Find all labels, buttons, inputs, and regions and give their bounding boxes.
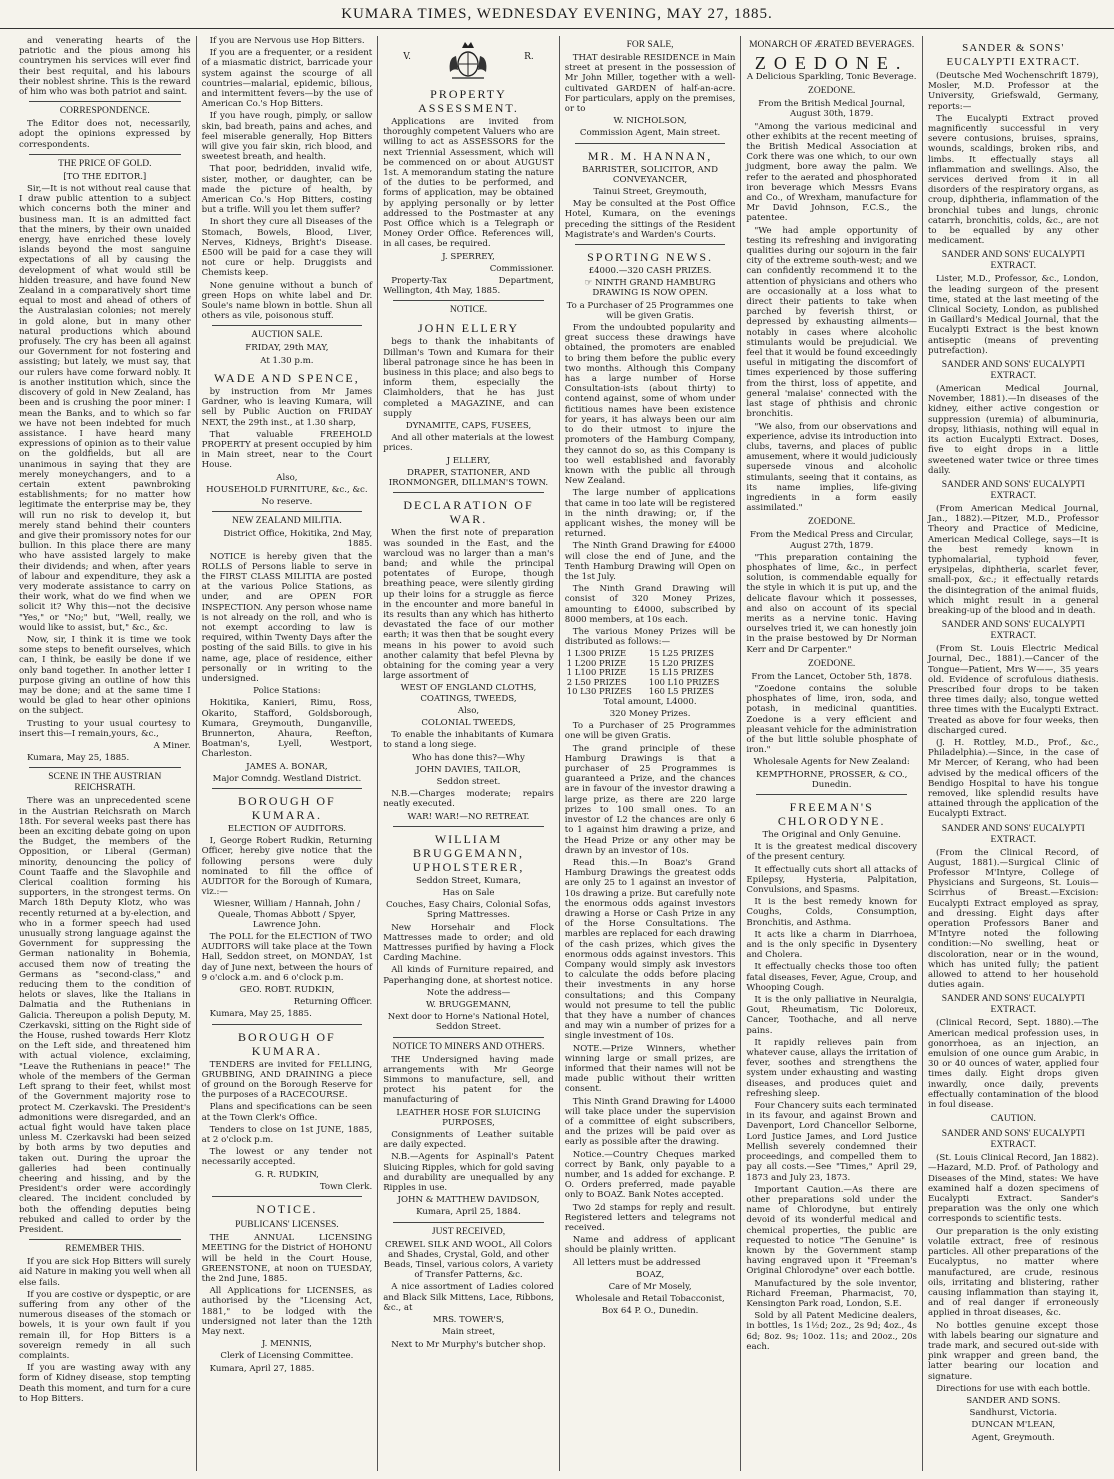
masthead: KUMARA TIMES, WEDNESDAY EVENING, MAY 27, 1885. <box>0 0 1114 29</box>
sander-paragraph: The Eucalypti Extract proved magnificently successful in very severe contusions, bruises, sprains, wounds, scaldings, broken ribs, and limbs. It effectually stays all inflammation and swellings. Also, the services derived from it in all disorders of the respiratory organs, as croup, diphtheria, inflammation of the bronchial tubes and lungs, chronic catarrh, bronchitis, colds, &c., are not to be equalled by any other medicament. <box>927 113 1099 247</box>
sporting-heading: SPORTING NEWS. <box>587 250 714 265</box>
sporting-total: Total amount, L4000. <box>603 696 697 707</box>
sporting-paragraph: NOTE.—Prize Winners, whether winning large or small prizes, are informed that their names will not be made public without their written consent. <box>564 1043 736 1095</box>
war-nb: N.B.—Charges moderate; repairs neatly executed. <box>383 789 554 810</box>
war-paragraph: When the first note of preparation was sounded in the East, and the warcloud was no larger than a man's band; and while the principal potentates of Europe, though breathing peace, were silently girding up their loins for a struggle as fierce in the encounter and more baneful in its results than any which has hitherto devastated the face of our mother earth; it was then that be sought every means in his power to avoid such another calamity that befel Plevna by obtaining for the coming year a very large assortment of <box>383 528 554 682</box>
militia-paragraph: NOTICE is hereby given that the ROLLS of Persons liable to serve in the FIRST CLASS MILITIA are posted at the various Police Stations, as under, and are OPEN FOR INSPECTION. Any person whose name is not already on the roll, and who is not exempt according to law is required, within Twenty Days after the posting of the said Bills. to give in his name, age, place of residence, either personally or in writing to the undersigned. <box>201 551 373 684</box>
prize-cell: 160 L5 PRIZES <box>648 686 715 697</box>
sander-paragraph: Directions for use with each bottle. <box>936 1383 1091 1394</box>
publicans-role: Clerk of Licensing Committee. <box>220 1351 354 1362</box>
zoedone-paragraph: "Zoedone contains the soluble phosphates of lime, iron, soda, and potash, in medicinal quantities. Zoedone is a very efficient and pleasant vehicle for the administration of the but little soluble phosphate of iron." <box>746 683 917 756</box>
correspondence-heading: CORRESPONDENCE. <box>59 106 150 117</box>
crewel-signature: MRS. TOWER'S, <box>432 1315 505 1326</box>
prize-cell: 2 L50 PRIZES <box>566 676 627 687</box>
sander-location: Sandhurst, Victoria. <box>969 1408 1058 1419</box>
sporting-total: 320 Money Prizes. <box>609 709 691 720</box>
pointing-hand-icon: ☞ <box>584 278 596 289</box>
publicans-signature: J. MENNIS, <box>261 1339 312 1350</box>
monarch-heading: MONARCH OF ÆRATED BEVERAGES. <box>749 40 915 50</box>
divider <box>393 826 544 827</box>
zoedone-heading: ZOEDONE. <box>808 517 856 528</box>
ellery-paragraph: begs to thank the inhabitants of Dillman's Town and Kumara for their liberal patronage since he has been in business in this place; and also begs to inform them, especially the Claimholders, that he has just completed a MAGAZINE, and can supply <box>383 337 554 419</box>
crest-letter-r: R. <box>524 52 534 62</box>
sporting-paragraph: The grand principle of these Hamburg Drawings is that a purchaser of 25 Programmes is guaranteed a Prize, and the chances are in favour of the investor drawing a large prize, as there are 220 large prizes to 100 small ones. To an investor of L2 the chances are only 6 to 1 against him drawing a prize, and the Head Prize or any other may be drawn by an investor of 10s. <box>564 743 736 856</box>
remember-heading: REMEMBER THIS. <box>65 1244 145 1255</box>
remember-paragraph: If you are sick Hop Bitters will surely aid Nature in making you well when all else fails. <box>19 1257 191 1288</box>
sporting-paragraph: All letters must be addressed <box>572 1257 701 1268</box>
property-heading: PROPERTY ASSESSMENT. <box>418 87 519 115</box>
hop-paragraph: That poor, bedridden, invalid wife, sister, mother, or daughter, can be made the picture of health, by American Co.'s Hop Bitters, costing but a trifle. Will you let them suffer? <box>201 164 373 216</box>
militia-heading: NEW ZEALAND MILITIA. <box>231 516 342 527</box>
sale-role: Commission Agent, Main street. <box>579 128 721 139</box>
miners-heading: NOTICE TO MINERS AND OTHERS. <box>392 1041 545 1052</box>
sporting-cash: £4000.—320 CASH PRIZES. <box>588 266 712 277</box>
crest-letter-v: V. <box>403 52 411 62</box>
divider <box>393 492 544 493</box>
sporting-signature: BOAZ, <box>635 1269 665 1280</box>
zoedone-heading: ZOEDONE. <box>808 86 856 97</box>
divider <box>393 300 544 301</box>
police-heading: Police Stations: <box>253 686 321 697</box>
borough-role: Town Clerk. <box>319 1181 373 1192</box>
zoedone-source: From the British Medical Journal, August 30th, 1879. <box>758 99 906 120</box>
bruggemann-note: Note the address— <box>426 987 511 998</box>
notice-heading: NOTICE. <box>256 1202 318 1217</box>
freeman-paragraph: It is the greatest medical discovery of the present century. <box>746 842 917 863</box>
freeman-paragraph: It effectually checks those too often fatal diseases, Fever, Ague, Croup, and Whooping Cough. <box>746 962 917 993</box>
hannan-heading: MR. M. HANNAN, <box>587 148 713 163</box>
wade-also: Also, <box>276 472 298 483</box>
freeman-paragraph: Sold by all Patent Medicine dealers, in bottles, 1s 1½d; 2oz., 2s 9d; 4oz., 4s 6d; 8oz. 9s; 10oz. 11s; and 20oz., 20s each. <box>746 1311 917 1352</box>
zoedone-heading: ZOEDONE. <box>808 658 856 669</box>
sander-heading: SANDER AND SONS' EUCALYPTI EXTRACT. <box>941 1129 1085 1151</box>
sporting-box: Box 64 P. O., Dunedin. <box>601 1306 699 1317</box>
column-5 <box>740 36 922 1471</box>
sander-paragraph: (From the Clinical Record, of August, 1881).—Surgical Clinic of Professor M'Intyre, College of Physicians and Surgeons, St. Louis—Scirrhus of Breast.—Excision: Eucalypti Extract employed as spray, and dressing. Eight days after operation Professors Baner and M'Intyre noted the following condition:—No swelling, heat or discoloration, near or in the wound, which has united fully; the patient allowed to attend to her household duties again. <box>927 847 1099 991</box>
bruggemann-heading: WILLIAM BRUGGEMANN, UPHOLSTERER, <box>412 831 525 874</box>
ellery-signature: J ELLERY, <box>446 455 491 466</box>
auction-heading: AUCTION SALE. <box>251 330 323 341</box>
freeman-heading: FREEMAN'S CHLORODYNE. <box>777 800 886 828</box>
notice-heading: NOTICE. <box>449 305 488 316</box>
borough-signature: GEO. ROBT. RUDKIN, <box>239 985 335 996</box>
zoedone-paragraph: "We also, from our observations and experience, advise its introduction into clubs, taverns, and places of public amusement, where it would judiciously supersede vinous and alcoholic stimulants, seeing that it contains, as its name implies, life-giving ingredients in a form easily assimilated." <box>746 421 917 514</box>
sander-paragraph: (American Medical Journal, November, 1881).—In diseases of the kidney, either active congestion or suppression (uremia) of albuminuria, dropsy, lithiasis, nothing will equal in its action Eucalypti Extract. Doses, five to eight drops in a little sweetened water twice or three times daily. <box>927 384 1099 476</box>
zoedone-tagline: A Delicious Sparkling, Tonic Beverage. <box>746 72 917 82</box>
article-intro: and venerating hearts of the patriotic and the pious among his countrymen his services will ever find their best requital, and his labours their noblest shrine. This is the reward of him who was both patriot and saint. <box>19 36 191 98</box>
divider <box>393 1037 544 1038</box>
militia-signature: JAMES A. BONAR, <box>246 761 328 772</box>
sporting-paragraph: Name and address of applicant should be plainly written. <box>564 1235 736 1256</box>
sander-heading: SANDER AND SONS' EUCALYPTI EXTRACT. <box>941 479 1085 501</box>
gold-date: Kumara, May 25, 1885. <box>27 753 130 764</box>
zoedone-source: From the Medical Press and Circular, August 27th, 1879. <box>749 530 914 551</box>
caution-heading: CAUTION. <box>990 1114 1036 1125</box>
divider <box>29 767 181 768</box>
bruggemann-paragraph: New Horsehair and Flock Mattresses made to order; and old Mattresses purified by having a Flock Carding Machine. <box>383 922 554 964</box>
remember-paragraph: If you are costive or dyspeptic, or are suffering from any other of the numerous diseases of the stomach or bowels, it is your own fault if you remain ill, for Hop Bitters is a sovereign remedy in all such complaints. <box>19 1289 191 1361</box>
hannan-paragraph: May be consulted at the Post Office Hotel, Kumara, on the evenings preceding the sittings of the Resident Magistrate's and Warden's Courts. <box>564 199 736 240</box>
crewel-paragraph: A nice assortment of Ladies colored and Black Silk Mittens, Lace, Ribbons, &c., at <box>383 1282 554 1313</box>
sporting-paragraph: To a Purchaser of 25 Programmes one will be given Gratis. <box>566 300 734 321</box>
sale-signature: W. NICHOLSON, <box>613 116 687 127</box>
hop-paragraph: If you are Nervous use Hop Bitters. <box>209 36 365 46</box>
miners-date: Kumara, April 25, 1884. <box>416 1207 521 1218</box>
agent-name: DUNCAN M'LEAN, <box>971 1420 1056 1431</box>
militia-role: Major Comndg. Westland District. <box>212 773 362 784</box>
war-heading: DECLARATION OF WAR. <box>403 498 534 527</box>
borough-heading: BOROUGH OF KUMARA. <box>238 794 336 822</box>
publicans-paragraph: THE ANNUAL LICENSING MEETING for the District of HOHONU will be held in the Court House, GREENSTONE, at noon on TUESDAY, the 2nd June, 1885. <box>201 1233 373 1284</box>
sporting-paragraph: Notice.—Country Cheques marked correct by Bank, only payable to a number, and 1s added for exchange. P. O. Orders preferred, made payable only to BOAZ. Bank Notes accepted. <box>564 1149 736 1201</box>
hop-paragraph: If you have rough, pimply, or sallow skin, bad breath, pains and aches, and feel miserable generally, Hop Bitters will give you fair skin, rich blood, and sweetest breath, and health. <box>201 111 373 163</box>
freeman-paragraph: It effectually cuts short all attacks of Epilepsy, Hysteria, Palpitation, Convulsions, and Spasms. <box>746 864 917 896</box>
ellery-paragraph: And all other materials at the lowest prices. <box>383 433 554 454</box>
ellery-role: DRAPER, STATIONER, AND IRONMONGER, DILLMAN'S TOWN. <box>388 467 549 489</box>
zoedone-title: ZOEDONE. <box>754 53 909 73</box>
prize-cell: 100 L10 PRIZES <box>648 676 720 687</box>
wade-reserve: No reserve. <box>261 496 313 507</box>
scene-paragraph: There was an unprecedented scene in the Austrian Reichsrath on March 18th. For several weeks past there has been an exciting debate going on upon the Budget, the members of the Opposition, or Liberal (German) minority, denouncing the policy of Count Taaffe and the Slavophile and Clerical coalition forming his supporters, in the strongest terms. On March 18th Deputy Klotz, who was recently returned at a by-election, and who in a former speech had used unusually strong language against the Government for suppressing the German nationality in Bohemia, accused them now of treating the Germans as "second-class," and reducing them to the condition of helots or slaves, like the Italians in Dalmatia and the Ruthenians in Galicia. Thereupon a polish Deputy, M. Czerkavski, sitting on the Right side of the House, rushed towards Herr Klotz on the Left side, and threatened him with actual violence, exclaiming, "Leave the Ruthenians in peace!" The whole of the members of the German Left sprang to their feet, whilst most of the Government majority rose to protect M. Czerkavski. The President's admonitions were disregarded, and an actual fight would have taken place unless M. Czerkavski had been seized by both arms by two deputies and taken out. During the uproar the galleries had been continually cheering and hissing, and by the President's order were accordingly cleared. The incident concluded by both the offending deputies being rebuked and called to order by the President. <box>19 796 191 1235</box>
divider <box>393 1222 544 1223</box>
borough-paragraph: TENDERS are invited for FELLING, GRUBBING, AND DRAINING a piece of ground on the Borough Reserve for the purposes of a RACECOURSE. <box>201 1059 373 1101</box>
sander-signature: SANDER AND SONS. <box>966 1395 1061 1406</box>
bruggemann-address: Next door to Horne's National Hotel, Seddon Street. <box>387 1012 550 1033</box>
gold-subheading: [TO THE EDITOR.] <box>63 171 147 182</box>
borough-names: Wiesner, William / Hannah, John / Queale, Thomas Abbott / Spyer, Lawrence John. <box>213 899 361 930</box>
zoedone-agents: KEMPTHORNE, PROSSER, & CO., Dunedin. <box>755 769 908 790</box>
borough-date: Kumara, May 25, 1885. <box>209 1009 312 1020</box>
sander-paragraph: (Clinical Record, Sept. 1880).—The American medical profession uses, in gonorrhoea, as an injection, an emulsion of one ounce gum Arabic, in 30 or 40 ounces of water, applied four times daily. Eight drops given inwardly, once daily, prevents effectually contamination of the blood in foul disease. <box>927 1018 1099 1111</box>
divider <box>29 101 181 102</box>
freeman-paragraph: It rapidly relieves pain from whatever cause, allays the irritation of fever, soothes and strengthens the system under exhausting and wasting diseases, and produces quiet and refreshing sleep. <box>746 1037 917 1099</box>
divider <box>212 511 363 512</box>
freeman-subheading: The Original and Only Genuine. <box>762 830 901 840</box>
zoedone-paragraph: "Among the various medicinal and other exhibits at the recent meeting of the British Medical Association at Cork there was one which, to our own judgment, bore away the palm. We refer to the aerated and phosphorated iron beverage which Messrs Evans and Co., of Wrexham, manufacture for Mr David Johnson, F.C.S., the patentee. <box>746 121 917 224</box>
borough-heading: BOROUGH OF KUMARA. <box>238 1029 336 1058</box>
column-3 <box>377 36 559 1471</box>
freeman-paragraph: It is the only palliative in Neuralgia, Gout, Rheumatism, Tic Doloreux, Cancer, Toothache, and all nerve pains. <box>746 995 917 1036</box>
crewel-paragraph: CREWEL SILK AND WOOL, All Colors and Shades, Crystal, Gold, and other Beads, Tinsel, various colors, A variety of Transfer Patterns, &c. <box>383 1239 554 1281</box>
divider <box>575 143 726 144</box>
wade-item: That valuable FREEHOLD PROPERTY at present occupied by him in Main street, near to the Court House. <box>201 429 373 471</box>
sander-paragraph: (St. Louis Clinical Record, Jan 1882).—Hazard, M.D. Prof. of Pathology and Diseases of the Mind, states: We have examined half a dozen specimens of Eucalypti Extract. Sander's preparation was the only one which corresponds to scientific tests. <box>927 1153 1099 1225</box>
hop-paragraph: In short they cure all Diseases of the Stomach, Bowels, Blood, Liver, Nerves, Kidneys, Bright's Disease. £500 will be paid for a case they will not cure or help. Druggists and Chemists keep. <box>201 217 373 279</box>
divider <box>575 244 726 245</box>
bruggemann-hason: Has on Sale <box>442 887 495 898</box>
prize-row <box>565 687 736 697</box>
sander-paragraph: No bottles genuine except those with labels bearing our signature and trade mark, and secured out-side with pink wrapper and green band, the latter bearing our location and signature. <box>927 1320 1099 1382</box>
freeman-paragraph: Important Caution.—As there are other preparations sold under the name of Chlorodyne, but entirely devoid of its wonderful medical and chemical properties, the public are requested to notice "The Genuine" is known by the Government stamp having engraved upon it "Freeman's Original Chlorodyne" over each bottle. <box>746 1184 917 1277</box>
war-also: Also, <box>457 705 480 716</box>
publicans-heading: PUBLICANS' LICENSES. <box>235 1220 339 1231</box>
war-paragraph: To enable the inhabitants of Kumara to stand a long siege. <box>383 730 554 751</box>
war-goods: COLONIAL TWEEDS, <box>421 717 516 728</box>
gold-signature: A Miner. <box>153 741 191 751</box>
sander-heading: SANDER AND SONS' EUCALYPTI EXTRACT. <box>941 250 1085 272</box>
divider <box>212 788 363 789</box>
prize-cell: 1 L200 PRIZE <box>566 657 627 668</box>
auction-date: FRIDAY, 29th MAY, <box>245 343 329 354</box>
miners-nb: N.B.—Agents for Aspinall's Patent Sluicing Ripples, which for gold saving and durability are unequalled by any Ripples in use. <box>383 1152 554 1194</box>
crewel-heading: JUST RECEIVED, <box>431 1226 506 1237</box>
prize-cell: 10 L30 PRIZES <box>566 686 632 697</box>
agent-location: Agent, Greymouth. <box>971 1432 1055 1443</box>
prize-cell: 1 L300 PRIZE <box>566 648 627 659</box>
sander-paragraph: (From St. Louis Electric Medical Journal, Dec., 1881).—Cancer of the Tongue—Patient, Mrs W——, 35 years old. Evidence of scrofulous diathesis. Prescribed four drops to be taken three times daily; also, tongue wetted three times with the Eucalypti Extract. Treated as above for four weeks, then discharged cured. <box>927 644 1099 736</box>
sale-paragraph: THAT desirable RESIDENCE in Main street at present in the possession of Mr John Miller, together with a well-cultivated GARDEN of half-an-acre. For particulars, apply on the premises, or to <box>564 53 736 115</box>
sporting-paragraph: Read this.—In Boaz's Grand Hamburg Drawings the greatest odds are only 25 to 1 against an investor of 10s drawing a prize. But carefully note the enormous odds against investors drawing a Horse or Cash Prize in any of the Horse Consultations. The marbles are replaced for each drawing of the cash prizes, which gives the enormous odds against investors. This Company would simply ask investors to calculate the odds before placing their investments in any horse consultations; and this Company would not presume to tell the public that they have a number of chances and may win a number of prizes for a single investment of 10s. <box>564 857 736 1042</box>
prize-cell: 15 L25 PRIZES <box>648 648 715 659</box>
sporting-ninth <box>565 278 736 298</box>
crewel-address: Next to Mr Murphy's butcher shop. <box>391 1339 546 1350</box>
police-list: Hokitika, Kanieri, Rimu, Ross, Okarito, Stafford, Goldsborough, Kumara, Greymouth, Dunganville, Brunnerton, Ahaura, Reefton, Boatman's, Lyell, Westport, Charleston. <box>201 698 373 760</box>
hop-paragraph: If you are a frequenter, or a resident of a miasmatic district, barricade your system against the scourge of all countries—malarial, epidemic, bilious, and intermittent fevers—by the use of American Co.'s Hop Bitters. <box>201 48 373 110</box>
prize-cell: 1 L100 PRIZE <box>566 667 627 678</box>
hannan-address: Tainui Street, Greymouth, <box>593 187 707 198</box>
prize-cell: 15 L20 PRIZES <box>648 657 715 668</box>
sporting-paragraph: The Ninth Grand Drawing will consist of 320 Money Prizes, amounting to £4000, subscribed by 8000 members, at 10s each. <box>564 584 736 625</box>
property-department: Property-Tax Department, Wellington, 4th May, 1885. <box>383 276 554 297</box>
sporting-care: Care of Mr Mosely, <box>608 1282 692 1293</box>
borough-subheading: ELECTION OF AUDITORS. <box>227 824 347 834</box>
gold-paragraph: Trusting to your usual courtesy to insert this—I remain,yours, &c., <box>19 718 191 739</box>
sander-heading: SANDER AND SONS' EUCALYPTI EXTRACT. <box>941 823 1085 845</box>
divider <box>29 154 181 155</box>
sander-paragraph: Our preparation is the only existing volatile extract, free of resinous particles. All other preparations of the Eucalyptus, no matter where manufactured, are crude, resinous oils, irritating and blistering, rather causing inflammation than staying it, and of real danger if erroneously applied in throat diseases, &c. <box>927 1226 1099 1319</box>
sander-heading: SANDER & SONS' EUCALYPTI EXTRACT. <box>946 42 1080 68</box>
miners-paragraph: THE Undersigned having made arrangements with Mr George Simmons to manufacture, sell, and protect his patent for the manufacturing of <box>383 1054 554 1106</box>
crewel-street: Main street, <box>441 1327 496 1338</box>
war-paragraph: Who has done this?—Why <box>412 752 525 763</box>
sporting-paragraph: The Ninth Grand Drawing for £4000 will close the end of June, and the Tenth Hamburg Drawing will Open on the 1st July. <box>564 541 736 582</box>
sander-source: (Deutsche Med Wochenschrift 1879), Mosler, M.D. Professor at the University, Griefswald, Germany, reports:— <box>927 71 1099 112</box>
wade-item: HOUSEHOLD FURNITURE, &c., &c. <box>206 484 368 495</box>
sander-heading: SANDER AND SONS' EUCALYPTI EXTRACT. <box>941 994 1085 1016</box>
ellery-goods: DYNAMITE, CAPS, FUSEES, <box>405 421 532 432</box>
column-4 <box>559 36 741 1471</box>
remember-paragraph: If you are wasting away with any form of Kidney disease, stop tempting Death this moment, and turn for a cure to Hop Bitters. <box>19 1363 191 1404</box>
column-1 <box>14 36 196 1471</box>
property-signature: J. SPERREY, <box>442 251 495 262</box>
hannan-role: BARRISTER, SOLICITOR, AND CONVEYANCER, <box>582 164 719 185</box>
sporting-paragraph: From the undoubted popularity and great success these drawings have obtained, the promoters are enabled to bring them before the public every two months. Although this Company has a large number of Horse Consultation-ists (about thirty) to contend against, some of whom under fictitious names have been existence for years, it has always been our aim to do their utmost to injure the promoters of the Hamburg Company, they cannot do so, as this Company is too well established and favorably known with the public all through New Zealand. <box>564 323 736 487</box>
sander-paragraph: Lister, M.D., Professor, &c., London, the leading surgeon of the present time, stated at the last meeting of the Clinical Society, London, as published in Gaillard's Medical Journal, that the Eucalypti Extract is the best known antiseptic (means of preventing putrefaction). <box>927 274 1099 356</box>
war-slogan: WAR! WAR!—NO RETREAT. <box>407 811 530 822</box>
zoedone-paragraph: "This preparation containing the phosphates of lime, &c., in perfect solution, is commendable equally for the style in which it is put up, and the delicate flavour which it possesses, and also on account of its special merits as a nervine tonic. Having ourselves tried it, we can honestly join in the praise bestowed by Dr Norman Kerr and Dr Carpenter." <box>746 552 917 655</box>
bruggemann-address: Seddon Street, Kumara, <box>416 875 521 886</box>
divider <box>212 1196 363 1197</box>
borough-role: Returning Officer. <box>293 997 373 1008</box>
zoedone-source: From the Lancet, October 5th, 1878. <box>751 671 912 682</box>
ellery-heading: JOHN ELLERY <box>417 321 519 336</box>
borough-paragraph: The lowest or any tender not necessarily accepted. <box>201 1147 373 1168</box>
freeman-paragraph: It is the best remedy known for Coughs, Colds, Consumption, Bronchitis, and Asthma. <box>746 897 917 928</box>
war-street: Seddon street. <box>436 776 501 787</box>
divider <box>212 1024 363 1025</box>
miners-goods: LEATHER HOSE FOR SLUICING PURPOSES, <box>396 1107 541 1128</box>
borough-paragraph: Plans and specifications can be seen at the Town Clerk's Office. <box>201 1102 373 1123</box>
wade-heading: WADE AND SPENCE, <box>214 370 360 385</box>
zoedone-paragraph: "We had ample opportunity of testing its refreshing and invigorating qualities during our sojourn in the fair city of the extreme south-west; and we can confidently recommend it to the attention of physicians and others who are occasionally at a loss what to direct their patients to take when parched by feverish thirst, or depressed by exhausting ailments—notably in cases where alcoholic stimulants would be prejudicial. We feel that it would be found exceedingly useful in mitigating the discomfort of times experienced by those suffering from the thirst, loss of appetite, and general 'malaise' connected with the last stage of phthisis and chronic bronchitis. <box>746 225 917 420</box>
sander-paragraph: (J. H. Rottley, M.D., Prof., &c., Philadelphia).—Since, in the case of Mr Mercer, of Kerang, who had been advised by the medical officers of the Bendigo Hospital to have his tongue removed, like splendid results have attained through the application of the Eucalypti Extract. <box>927 737 1099 820</box>
freeman-paragraph: It acts like a charm in Diarrhoea, and is the only specific in Dysentery and Cholera. <box>746 929 917 961</box>
property-paragraph: Applications are invited from thoroughly competent Valuers who are willing to act as ASSESSORS for the next Triennial Assessment, which will be commenced on or about AUGUST 1st. A memorandum stating the nature of the duties to be performed, and forms of application, may be obtained by applying personally or by letter addressed to the Postmaster at any Post Office which is a Telegraph or Money Order Office. References will, in all cases, be required. <box>383 117 554 250</box>
bruggemann-goods: Couches, Easy Chairs, Colonial Sofas, Spring Mattresses. <box>385 900 551 921</box>
gold-paragraph: Now, sir, I think it is time we took some steps to benefit ourselves, which can, I think, be easily be done if we only band together. In another letter I purpose giving an outline of how this may be done; and at the same time I would be glad to hear other opinions on the subject. <box>19 634 191 717</box>
zoedone-agents: Wholesale Agents for New Zealand: <box>753 757 910 768</box>
sale-heading: FOR SALE, <box>626 40 674 50</box>
divider <box>212 325 363 326</box>
militia-office: District Office, Hokitika, 2nd May, 1885. <box>223 529 373 550</box>
borough-paragraph: I, George Robert Rudkin, Returning Officer, hereby give notice that the following persons were duly nominated to fill the office of AUDITOR for the Borough of Kumara, viz.:— <box>201 836 373 898</box>
sander-heading: SANDER AND SONS' EUCALYPTI EXTRACT. <box>941 360 1085 382</box>
hop-paragraph: None genuine without a bunch of green Hops on white label and Dr. Soule's name blown in bottle. Shun all others as vile, poisonous stuff. <box>201 280 373 322</box>
borough-paragraph: The POLL for the ELECTION of TWO AUDITORS will take place at the Town Hall, Seddon street, on MONDAY, 1st day of June next, between the hours of 9 o'clock a.m. and 6 o'clock p.m. <box>201 932 373 983</box>
sporting-ninth-text: NINTH GRAND HAMBURG DRAWING IS NOW OPEN. <box>592 278 716 299</box>
gold-heading: THE PRICE OF GOLD. <box>58 158 152 169</box>
freeman-paragraph: Four Chancery suits each terminated in its favour, and against Brown and Davenport, Lord Chancellor Selborne, Lord Justice James, and Lord Justice Mellish severely condemned their proceedings, and compelled them to pay all costs.—See "Times," April 29, 1873 and July 23, 1873. <box>746 1101 917 1183</box>
property-role: Commissioner. <box>489 263 554 274</box>
sporting-paragraph: Two 2d stamps for reply and result. Registered letters and telegrams not received. <box>564 1202 736 1234</box>
divider <box>29 1239 181 1240</box>
divider <box>756 794 907 795</box>
miners-paragraph: Consignments of Leather suitable are daily expected. <box>383 1130 554 1151</box>
bruggemann-signature: W. BRUGGEMANN, <box>425 1000 512 1011</box>
sander-heading: SANDER AND SONS' EUCALYPTI EXTRACT. <box>941 620 1085 642</box>
scene-heading: SCENE IN THE AUSTRIAN REICHSRATH. <box>48 772 162 794</box>
borough-signature: G. R. RUDKIN, <box>254 1169 319 1180</box>
sporting-paragraph: The large number of applications that came in too late will be registered in the ninth drawing; or, if the applicant wishes, the money will be returned. <box>564 488 736 540</box>
sander-paragraph: (From American Medical Journal, Jan., 1882).—Pitzer, M.D., Professor Theory and Practice of Medicine, American Medical College, says—It is the best remedy known in typhomalarial, typhoid fever, erysipelas, diphtheria, scarlet fever, small-pox, &c.; it effectually retards the disintegration of the animal fluids, which might result in a general breaking-up of the blood and in death. <box>927 503 1099 616</box>
sporting-paragraph: This Ninth Grand Drawing for L4000 will take place under the supervision of a committee of eight subscribers, and the prizes will be paid over as early as possible after the drawing. <box>564 1096 736 1148</box>
prize-table <box>565 649 736 697</box>
prize-cell: 15 L15 PRIZES <box>648 667 715 678</box>
publicans-date: Kumara, April 27, 1885. <box>209 1363 315 1374</box>
publicans-paragraph: All Applications for LICENSES, as authorised by the "Licensing Act, 1881," to be lodged with the undersigned not later than the 12th May next. <box>201 1286 373 1337</box>
miners-signature: JOHN & MATTHEW DAVIDSON, <box>397 1195 540 1206</box>
borough-paragraph: Tenders to close on 1st JUNE, 1885, at 2 o'clock p.m. <box>201 1124 373 1146</box>
freeman-paragraph: Manufactured by the sole inventor, Richard Freeman, Pharmacist, 70, Kensington Park road, London, S.E. <box>746 1278 917 1309</box>
auction-time: At 1.30 p.m. <box>260 355 314 366</box>
editor-disclaimer: The Editor does not, necessarily, adopt the opinions expressed by correspondents. <box>19 119 191 150</box>
column-2 <box>196 36 378 1471</box>
sporting-role: Wholesale and Retail Tobacconist, <box>575 1294 725 1305</box>
war-signature: JOHN DAVIES, TAILOR, <box>416 764 521 775</box>
column-6 <box>922 36 1104 1471</box>
sporting-paragraph: To a Purchaser of 25 Programmes one will be given Gratis. <box>564 721 736 742</box>
war-goods: WEST OF ENGLAND CLOTHS, COATINGS, TWEEDS, <box>400 683 537 704</box>
wade-paragraph: by instruction from Mr James Gardner, who is leaving Kumara, will sell by Public Auction on FRIDAY NEXT, the 29th inst., at 1.30 sharp, <box>201 386 373 428</box>
bruggemann-paragraph: All kinds of Furniture repaired, and Paperhanging done, at shortest notice. <box>383 965 554 986</box>
columns <box>14 36 1104 1471</box>
sporting-paragraph: The various Money Prizes will be distributed as follows:— <box>564 626 736 648</box>
gold-paragraph: Sir,—It is not without real cause that I draw public attention to a subject which concerns both the miner and business man. It is an admitted fact that the miners, by their own unaided energy, have enriched these lovely islands beyond the most sanguine expectations of all by causing the development of what would still be hidden treasure, and have found New Zealand in a comparatively short time equal to most and ahead of others of the Australasian colonies; not merely in gold alone, but in many other natural productions which abound profusely. The cry has been all against our Government for not fostering and assisting; but lately, we must say, that our rulers have come forward nobly. It is another institution which, since the discovery of gold in New Zealand, has been and is crushing the poor miner: I mean the Banks, and to which so far we have not been indebted for much assistance. I have heard many expressions of opinion as to their value on the goldfields, but all are unanimous in saying that they are merely moneychangers, and to a certain extent pawnbroking establishments; for no matter how legitimate the enterprise may be, they will run no risk to develop it, but merely stand behind their counters and give their promissory notes for our bullion. In this place there are many who have assisted largely to make their dividends; and when, after years of labour and expenditure, they ask a very moderate assistance to carry on their work, what do we find when we solicit it? Why this—not the decisive "Yes," or "No;" but, "Well, really, we would like to assist, but," &c., &c. <box>19 184 191 633</box>
